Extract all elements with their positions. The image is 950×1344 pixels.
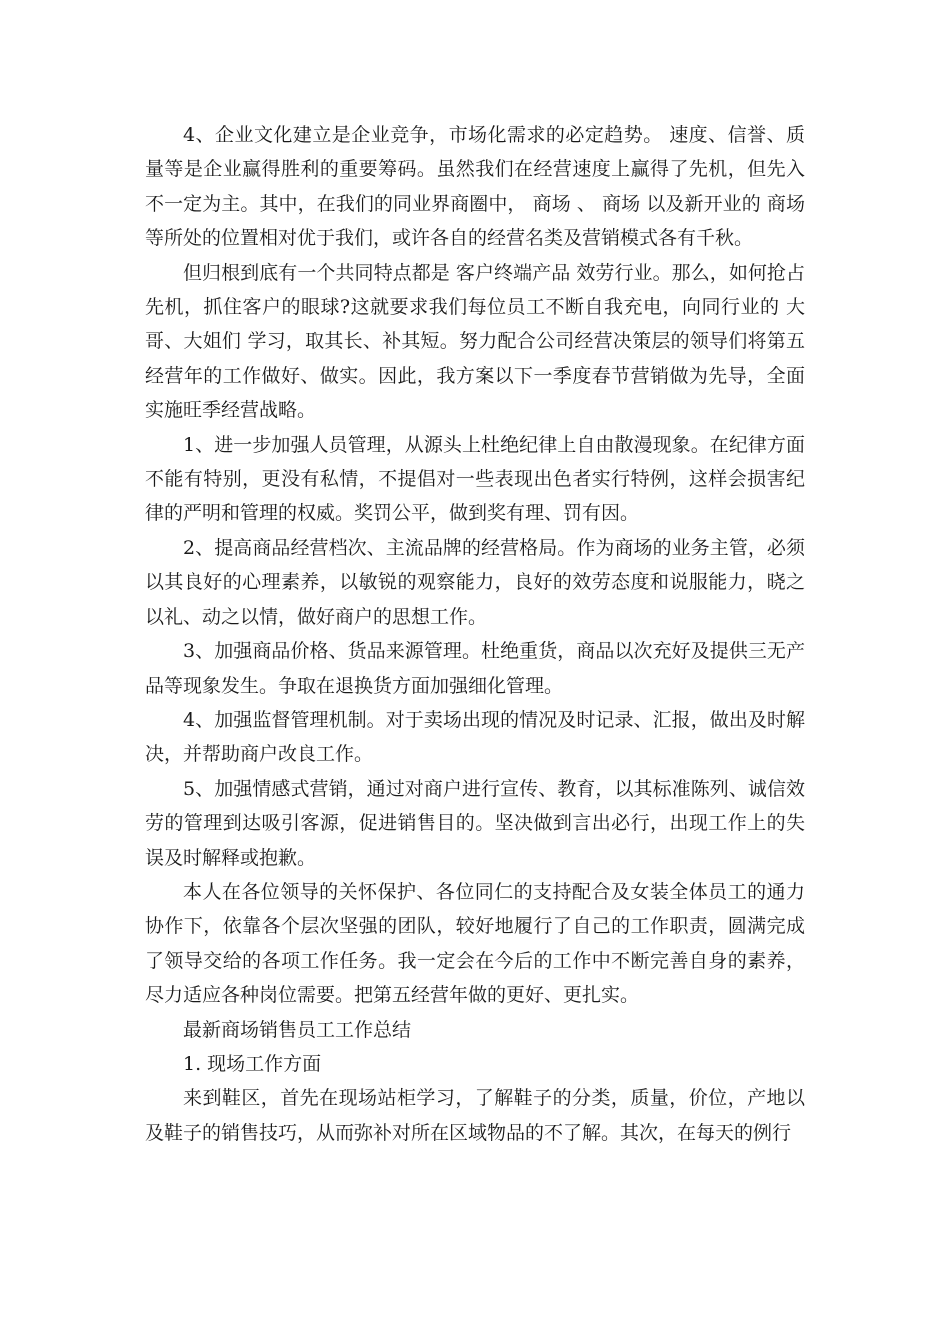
paragraph-staff-management: 1、进一步加强人员管理，从源头上杜绝纪律上自由散漫现象。在纪律方面不能有特别，更没有私情，不提倡对一些表现出色者实行特例，这样会损害纪律的严明和管理的权威。奖罚公平，做到奖有理、罚有因。	[145, 433, 805, 525]
paragraph-emotional-marketing: 5、加强情感式营销，通过对商户进行宣传、教育，以其标准陈列、诚信效劳的管理到达吸引客源，促进销售目的。坚决做到言出必行，出现工作上的失误及时解释或抱歉。	[145, 777, 805, 869]
paragraph-common-feature: 但归根到底有一个共同特点都是 客户终端产品 效劳行业。那么，如何抢占先机，抓住客户的眼球?这就要求我们每位员工不断自我充电，向同行业的 大哥、大姐们 学习，取其长、补其短。努力配合公司经营决策层的领导们将第五经营年的工作做好、做实。因此，我方案以下一季度春节营销做为先导，全面实施旺季经营战略。	[145, 261, 805, 422]
paragraph-supervision: 4、加强监督管理机制。对于卖场出现的情况及时记录、汇报，做出及时解决，并帮助商户改良工作。	[145, 708, 805, 766]
section-title: 最新商场销售员工工作总结	[183, 1018, 412, 1041]
document-body	[145, 118, 805, 1150]
paragraph-price-management: 3、加强商品价格、货品来源管理。杜绝重货，商品以次充好及提供三无产品等现象发生。争取在退换货方面加强细化管理。	[145, 640, 805, 697]
paragraph-competition-trend: 4、企业文化建立是企业竞争，市场化需求的必定趋势。 速度、信誉、质量等是企业赢得胜利的重要筹码。虽然我们在经营速度上赢得了先机，但先入不一定为主。其中，在我们的同业界商圈中， 商场 、 商场 以及新开业的 商场 等所处的位置相对优于我们，或许各自的经营名类及营销模式各有千秋。	[145, 124, 805, 250]
section-heading-onsite-work: 1. 现场工作方面	[183, 1052, 322, 1075]
paragraph-conclusion: 本人在各位领导的关怀保护、各位同仁的支持配合及女装全体员工的通力协作下，依靠各个层次坚强的团队，较好地履行了自己的工作职责，圆满完成了领导交给的各项工作任务。我一定会在今后的工作中不断完善自身的素养，尽力适应各种岗位需要。把第五经营年做的更好、更扎实。	[145, 880, 805, 1007]
paragraph-brand-level: 2、提高商品经营档次、主流品牌的经营格局。作为商场的业务主管，必须以其良好的心理素养，以敏锐的观察能力，良好的效劳态度和说服能力，晓之以礼、动之以情，做好商户的思想工作。	[145, 536, 805, 628]
paragraph-shoe-area: 来到鞋区，首先在现场站柜学习，了解鞋子的分类，质量，价位，产地以及鞋子的销售技巧，从而弥补对所在区域物品的不了解。其次，在每天的例行	[145, 1087, 805, 1144]
